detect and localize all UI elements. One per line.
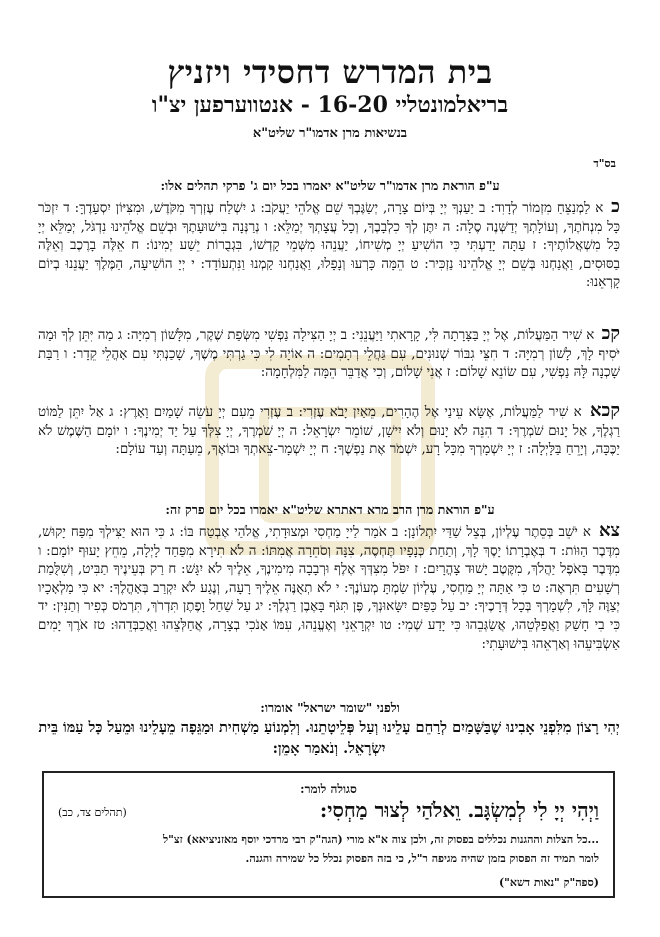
psalm-number: קכא (590, 400, 620, 421)
segula-reference: (תהלים צד, כב) (58, 806, 127, 819)
psalm-block (38, 522, 620, 654)
synagogue-title: בית המדרש דחסידי ויזניץ (167, 53, 493, 91)
segula-verse: וַיְהִי יְיָ לִי לְמִשְׂגָּב. וֵאלֹהַי לְצוּר מַחְסִי: (319, 798, 599, 822)
psalm-number: צא (598, 520, 620, 541)
closing-prayer: יְהִי רָצוֹן מִלִּפְנֵי אָבִינוּ שֶׁבַּשָּׁמַיִם לְרַחֵם עָלֵינוּ וְעַל פְּלֵיטָתֵנוּ. וְלִמְנוֹעַ מַשְׁחִית וּמַגֵּפָה מֵעָלֵינוּ וּמֵעַל כָּל עַמּוֹ בֵּית יִשְׂרָאֵל. וְנֹאמַר אָמֵן: (38, 719, 620, 757)
instruction-rebbe: ע"פ הוראת מרן אדמו"ר שליט"א יאמרו בכל יום ג' פרקי תהלים אלו: (160, 178, 500, 193)
psalm-number: כ (611, 196, 620, 217)
segula-source: (ספה"ק "נאות דשא") (498, 876, 599, 889)
segula-explanation-1: ...כל הצלות וההגנות נכללים בפסוק זה, ולכן צוה א"א מורי (הגה"ק רבי מרדכי יוסף מאזניציאא) זצ"ל (162, 833, 599, 846)
segula-label: סגולה לומר: (300, 782, 357, 796)
psalm-text: א שִׁיר הַמַּעֲלוֹת, אֶל יְיָ בַּצָּרָתָה לִּי, קָרָאתִי וַיַּעֲנֵנִי: ב יְיָ הַצִּילָה נַפְשִׁי מִשְּׂפַת שֶׁקֶר, מִלָּשׁוֹן רְמִיָּה: ג מַה יִּתֵּן לְךָ וּמַה יֹּסִיף לָךְ, לָשׁוֹן רְמִיָּה: ד חִצֵּי גִבּוֹר שְׁנוּנִים, עִם גַּחֲלֵי רְתָמִים: ה אוֹיָה לִי כִּי גַרְתִּי מֶשֶׁךְ, שָׁכַנְתִּי עִם אָהֳלֵי קֵדָר: ו רַבַּת שָׁכְנָה לָּהּ נַפְשִׁי, עִם שׂוֹנֵא שָׁלוֹם: ז אֲנִי שָׁלוֹם, וְכִי אֲדַבֵּר הֵמָּה לַמִּלְחָמָה: (38, 328, 620, 381)
psalm-number: קכ (601, 323, 620, 344)
segula-box (42, 771, 615, 898)
segula-explanation-2: לומר תמיד זה הפסוק בזמן שהיה מגיפה ר"ל, כי בזה הפסוק נכלל כל שמירה והגנה. (245, 852, 599, 865)
synagogue-address: בריאלמונטליי 16-20 - אנטווערפען יצ"ו (151, 92, 509, 118)
instruction-rav: ע"פ הוראת מרן הרב מרא דאתרא שליט"א יאמרו בכל יום פרק זה: (165, 502, 495, 517)
psalm-block (38, 402, 620, 460)
auspices-line: בנשיאות מרן אדמו"ר שליט"א (252, 126, 408, 141)
bsd-mark: בס"ד (593, 157, 616, 170)
psalm-block (38, 325, 620, 383)
psalm-block (38, 198, 620, 293)
instruction-shomer: ולפני "שומר ישראל" אומרו: (260, 700, 400, 715)
psalm-text: א שִׁיר לַמַּעֲלוֹת, אֶשָּׂא עֵינַי אֶל הֶהָרִים, מֵאַיִן יָבֹא עֶזְרִי: ב עֶזְרִי מֵעִם יְיָ עֹשֵׂה שָׁמַיִם וָאָרֶץ: ג אַל יִתֵּן לַמּוֹט רַגְלֶךָ, אַל יָנוּם שֹׁמְרֶךָ: ד הִנֵּה לֹא יָנוּם וְלֹא יִישָׁן, שׁוֹמֵר יִשְׂרָאֵל: ה יְיָ שֹׁמְרֶךָ, יְיָ צִלְּךָ עַל יַד יְמִינֶךָ: ו יוֹמָם הַשֶּׁמֶשׁ לֹא יַכֶּכָּה, וְיָרֵחַ בַּלָּיְלָה: ז יְיָ יִשְׁמָרְךָ מִכָּל רָע, יִשְׁמֹר אֶת נַפְשֶׁךָ: ח יְיָ יִשְׁמָר-צֵאתְךָ וּבוֹאֶךָ, מֵעַתָּה וְעַד עוֹלָם: (38, 405, 620, 458)
psalm-text: א לַמְנַצֵּחַ מִזְמוֹר לְדָוִד: ב יַעַנְךָ יְיָ בְּיוֹם צָרָה, יְשַׂגֶּבְךָ שֵׁם אֱלֹהֵי יַעֲקֹב: ג יִשְׁלַח עֶזְרְךָ מִקֹּדֶשׁ, וּמִצִּיּוֹן יִסְעָדֶךָּ: ד יִזְכֹּר כָּל מִנְחֹתֶךָ, וְעוֹלָתְךָ יְדַשְּׁנֶה סֶלָה: ה יִתֶּן לְךָ כִלְבָבֶךָ, וְכָל עֲצָתְךָ יְמַלֵּא: ו נְרַנְּנָה בִּישׁוּעָתֶךָ וּבְשֵׁם אֱלֹהֵינוּ נִדְגֹּל, יְמַלֵּא יְיָ כָּל מִשְׁאֲלוֹתֶיךָ: ז עַתָּה יָדַעְתִּי כִּי הוֹשִׁיעַ יְיָ מְשִׁיחוֹ, יַעֲנֵהוּ מִשְּׁמֵי קָדְשׁוֹ, בִּגְבֻרוֹת יֵשַׁע יְמִינוֹ: ח אֵלֶּה בָרֶכֶב וְאֵלֶּה בַסּוּסִים, וַאֲנַחְנוּ בְּשֵׁם יְיָ אֱלֹהֵינוּ נַזְכִּיר: ט הֵמָּה כָּרְעוּ וְנָפָלוּ, וַאֲנַחְנוּ קַמְנוּ וַנִּתְעוֹדָד: י יְיָ הוֹשִׁיעָה, הַמֶּלֶךְ יַעֲנֵנוּ בְיוֹם קָרְאֵנוּ: (38, 201, 620, 291)
psalm-text: א יֹשֵׁב בְּסֵתֶר עֶלְיוֹן, בְּצֵל שַׁדַּי יִתְלוֹנָן: ב אֹמַר לַייָ מַחְסִי וּמְצוּדָתִי, אֱלֹהַי אֶבְטַח בּוֹ: ג כִּי הוּא יַצִּילְךָ מִפַּח יָקוּשׁ, מִדֶּבֶר הַוּוֹת: ד בְּאֶבְרָתוֹ יָסֶךְ לָךְ, וְתַחַת כְּנָפָיו תֶּחְסֶה, צִנָּה וְסֹחֵרָה אֲמִתּוֹ: ה לֹא תִירָא מִפַּחַד לָיְלָה, מֵחֵץ יָעוּף יוֹמָם: ו מִדֶּבֶר בָּאֹפֶל יַהֲלֹךְ, מִקֶּטֶב יָשׁוּד צָהֳרָיִם: ז יִפֹּל מִצִּדְּךָ אֶלֶף וּרְבָבָה מִימִינֶךָ, אֵלֶיךָ לֹא יִגָּשׁ: ח רַק בְּעֵינֶיךָ תַבִּיט, וְשִׁלֻּמַת רְשָׁעִים תִּרְאֶה: ט כִּי אַתָּה יְיָ מַחְסִי, עֶלְיוֹן שַׂמְתָּ מְעוֹנֶךָ: י לֹא תְאֻנֶּה אֵלֶיךָ רָעָה, וְנֶגַע לֹא יִקְרַב בְּאָהֳלֶךָ: יא כִּי מַלְאָכָיו יְצַוֶּה לָּךְ, לִשְׁמָרְךָ בְּכָל דְּרָכֶיךָ: יב עַל כַּפַּיִם יִשָּׂאוּנְךָ, פֶּן תִּגֹּף בָּאֶבֶן רַגְלֶךָ: יג עַל שַׁחַל וָפֶתֶן תִּדְרֹךְ, תִּרְמֹס כְּפִיר וְתַנִּין: יד כִּי בִי חָשַׁק וַאֲפַלְּטֵהוּ, אֲשַׂגְּבֵהוּ כִּי יָדַע שְׁמִי: טו יִקְרָאֵנִי וְאֶעֱנֵהוּ, עִמּוֹ אָנֹכִי בְצָרָה, אֲחַלְּצֵהוּ וַאֲכַבְּדֵהוּ: טז אֹרֶךְ יָמִים אַשְׂבִּיעֵהוּ וְאַרְאֵהוּ בִּישׁוּעָתִי: (38, 525, 620, 652)
